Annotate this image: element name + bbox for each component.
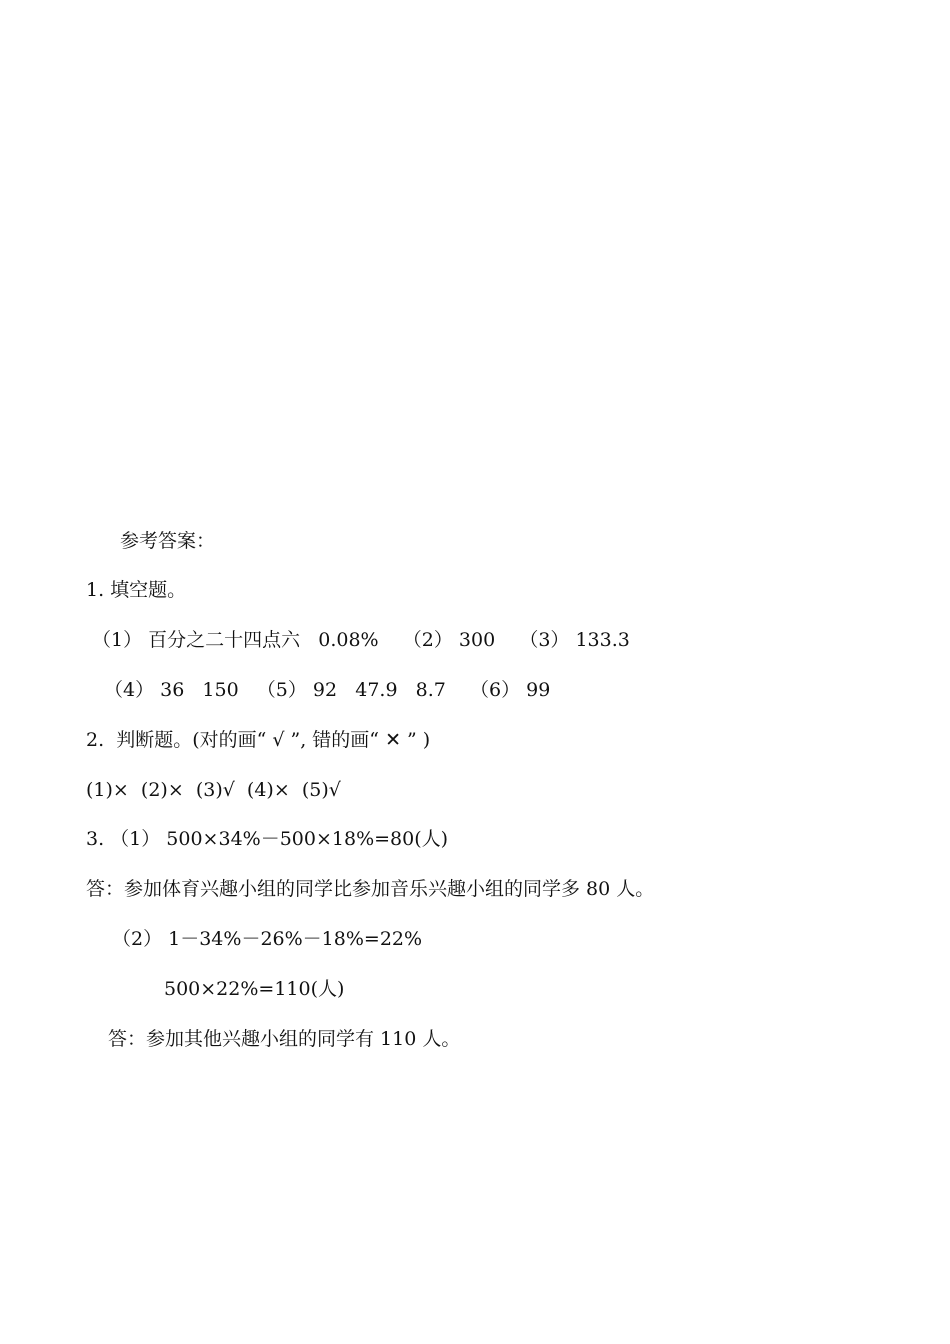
section-3-part-2-line-1: （2） 1－34%－26%－18%=22% [112, 928, 423, 950]
section-2-answers: (1)× (2)× (3)√ (4)× (5)√ [86, 779, 341, 801]
section-1-heading: 1. 填空题。 [86, 579, 187, 601]
answer-key-title: 参考答案： [120, 530, 216, 552]
section-3-part-2-line-2: 500×22%=110(人) [164, 978, 345, 1000]
section-3-answer-2: 答：参加其他兴趣小组的同学有 110 人。 [108, 1028, 461, 1050]
section-2-heading: 2. 判断题。(对的画“ √ ”, 错的画“ ✕ ” ) [86, 729, 431, 751]
section-1-answers-line-2: （4） 36 150 （5） 92 47.9 8.7 （6） 99 [104, 679, 551, 701]
section-3-part-1: 3. （1） 500×34%－500×18%=80(人) [86, 828, 449, 850]
section-1-answers-line-1: （1） 百分之二十四点六 0.08% （2） 300 （3） 133.3 [92, 629, 630, 651]
section-3-answer-1: 答：参加体育兴趣小组的同学比参加音乐兴趣小组的同学多 80 人。 [86, 878, 655, 900]
